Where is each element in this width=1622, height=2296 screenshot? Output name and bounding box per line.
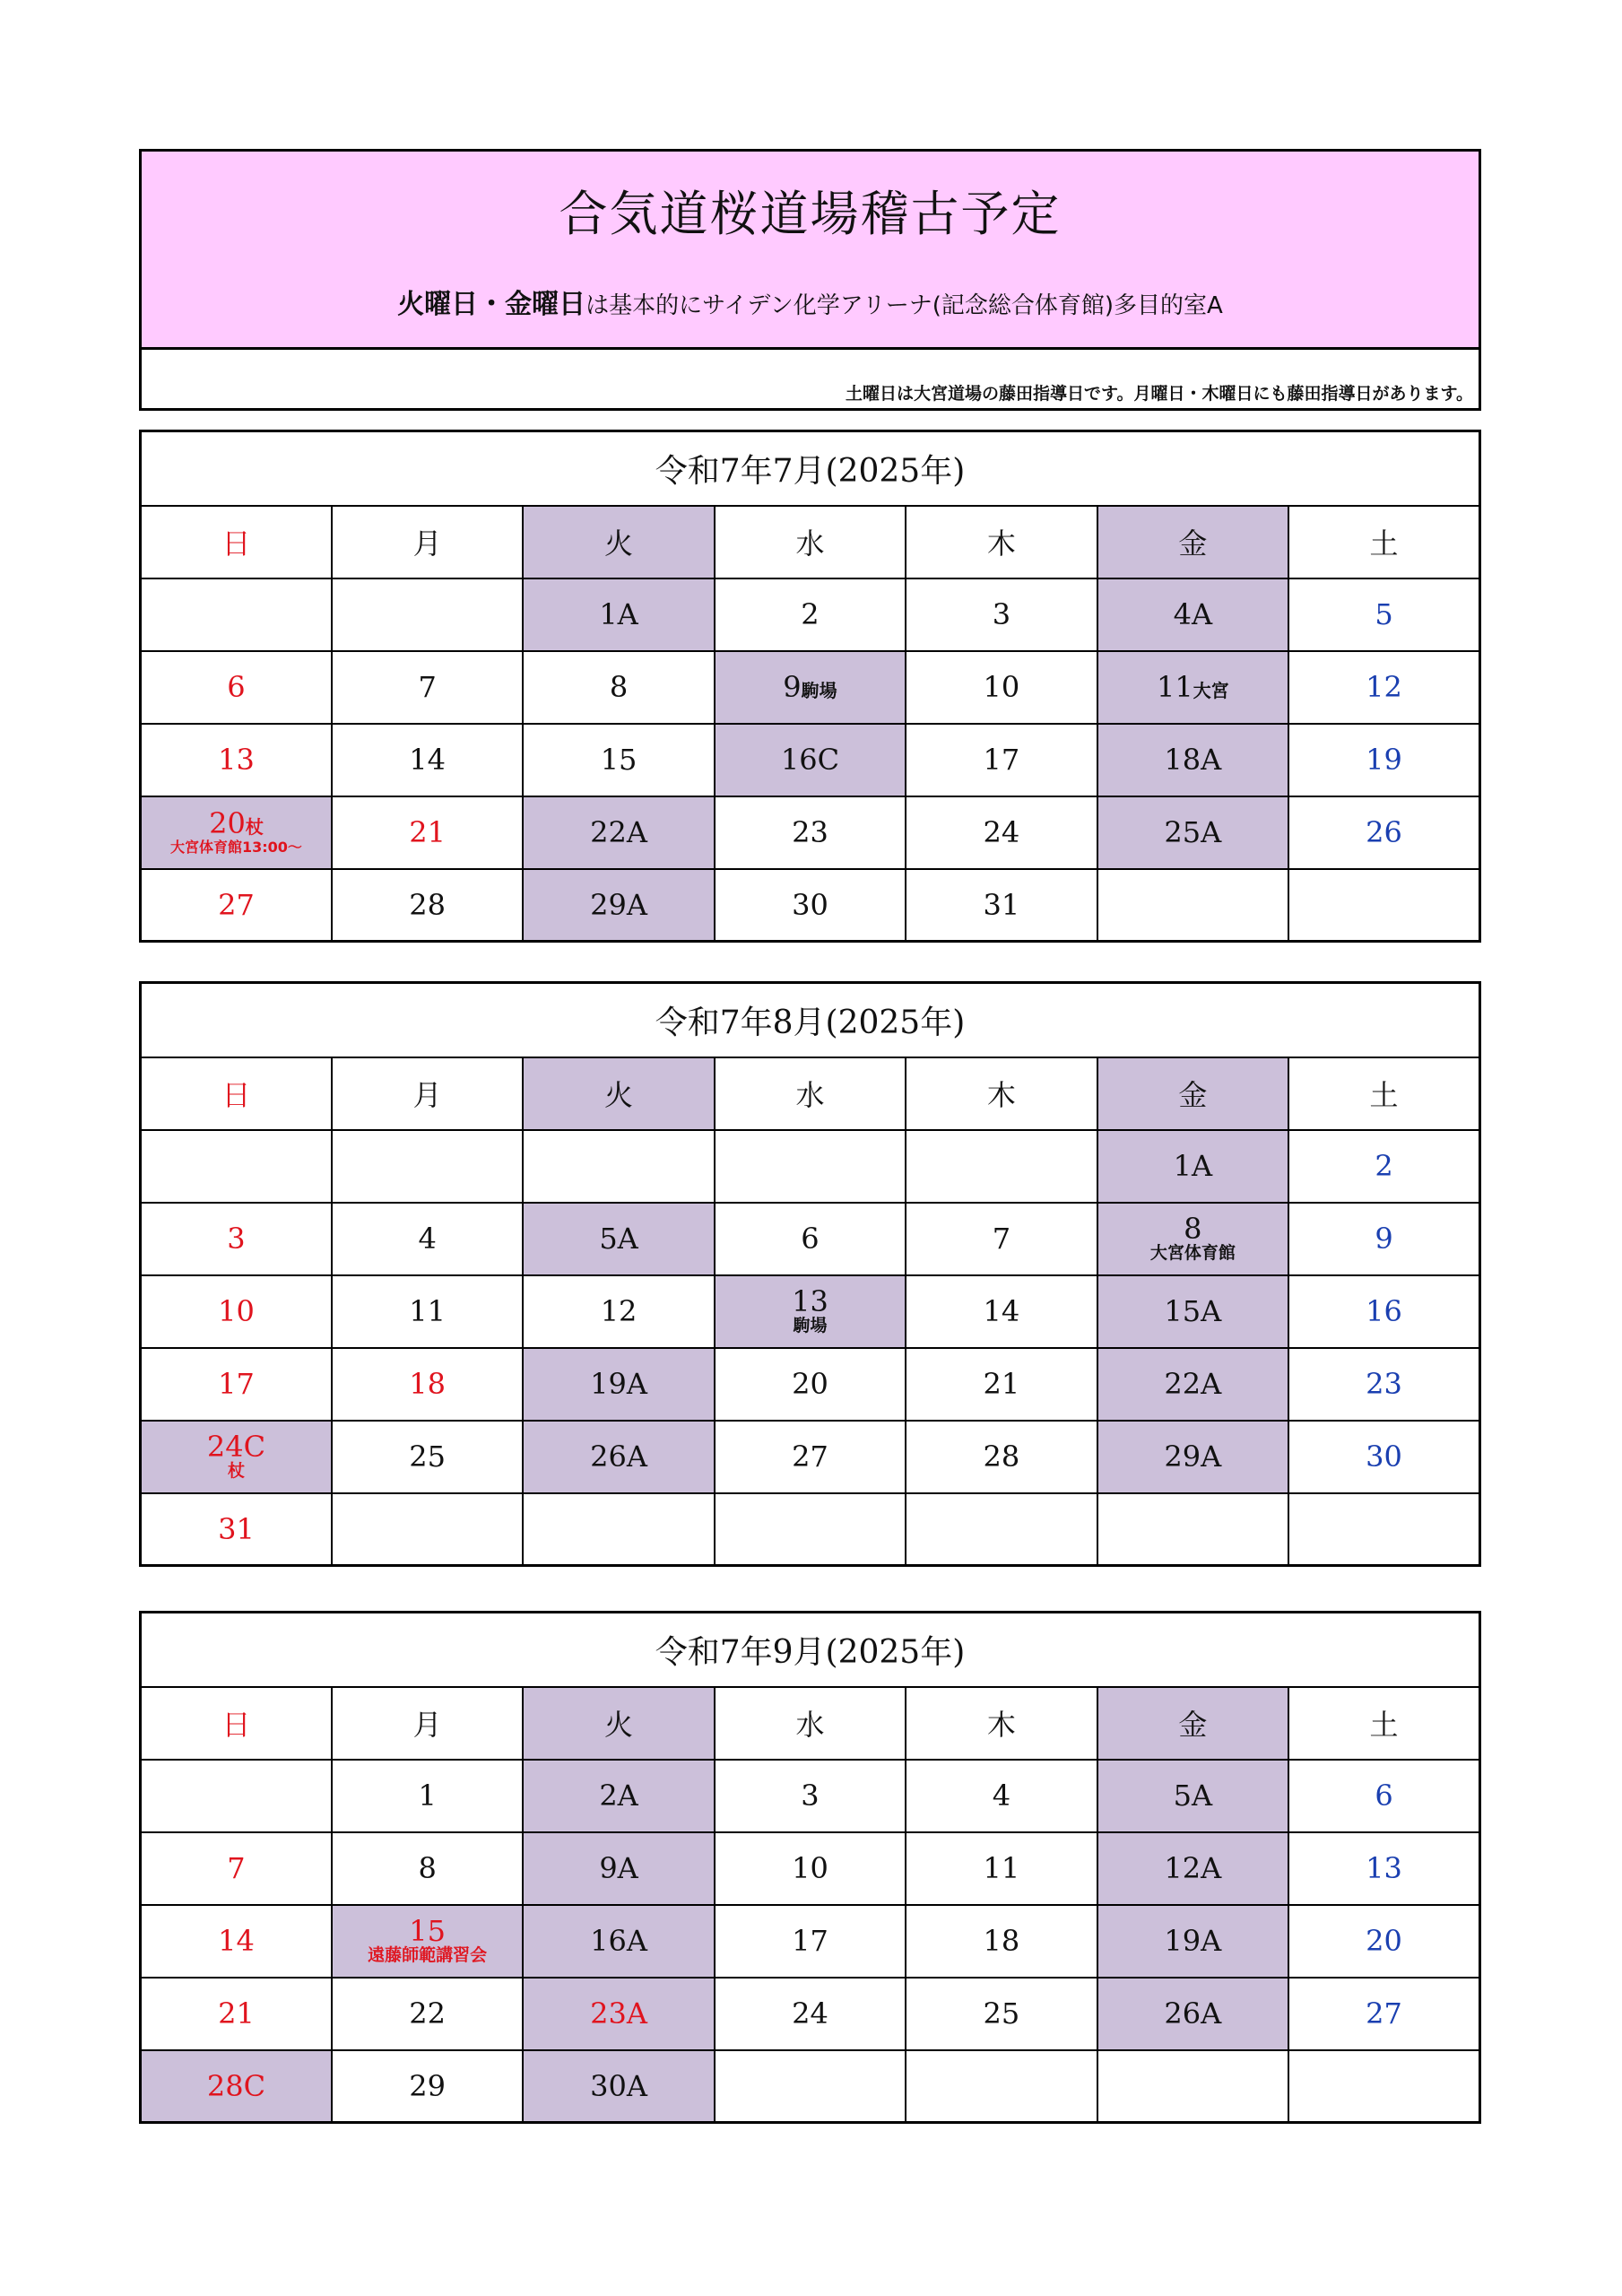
day-cell: 30A [523, 2050, 714, 2123]
week-row [141, 1978, 1480, 2050]
day-cell: 9 [1288, 1203, 1479, 1275]
day-cell: 31 [906, 869, 1097, 942]
day-cell [1097, 869, 1288, 942]
day-cell: 5A [523, 1203, 714, 1275]
day-cell: 3 [715, 1760, 906, 1832]
day-number: 20 [209, 806, 246, 841]
day-cell: 20 [715, 1348, 906, 1421]
day-cell [141, 578, 332, 651]
weekday-mon: 月 [332, 1687, 523, 1760]
day-cell [906, 1493, 1097, 1566]
day-cell: 7 [332, 651, 523, 724]
weekday-thu: 木 [906, 506, 1097, 578]
day-cell [141, 1760, 332, 1832]
day-cell: 29A [523, 869, 714, 942]
day-cell: 15 [523, 724, 714, 796]
day-cell: 17 [141, 1348, 332, 1421]
day-cell-omiya [1097, 651, 1288, 724]
page-title: 合気道桜道場稽古予定 [559, 186, 1062, 242]
day-cell: 6 [141, 651, 332, 724]
weekday-fri: 金 [1097, 1057, 1288, 1130]
weekday-row [141, 1687, 1480, 1760]
weekday-wed: 水 [715, 1687, 906, 1760]
day-cell: 3 [906, 578, 1097, 651]
day-note: 大宮 [1193, 680, 1229, 701]
day-cell: 28 [906, 1421, 1097, 1493]
day-cell: 30 [715, 869, 906, 942]
day-cell: 6 [1288, 1760, 1479, 1832]
weekday-tue: 火 [523, 1687, 714, 1760]
day-cell: 16A [523, 1905, 714, 1978]
weekday-row [141, 1057, 1480, 1130]
weekday-sat: 土 [1288, 1687, 1479, 1760]
day-subnote: 大宮体育館13:00～ [169, 839, 302, 856]
day-cell [1097, 2050, 1288, 2123]
day-cell [1288, 2050, 1479, 2123]
day-cell: 26 [1288, 796, 1479, 869]
day-cell: 13 [1288, 1832, 1479, 1905]
day-cell: 18A [1097, 724, 1288, 796]
week-row [141, 1421, 1480, 1493]
day-cell: 8 [332, 1832, 523, 1905]
day-cell-seminar [332, 1905, 523, 1978]
week-row [141, 578, 1480, 651]
day-cell [523, 1493, 714, 1566]
day-cell: 17 [715, 1905, 906, 1978]
day-note: 駒場 [801, 680, 837, 701]
day-cell: 7 [906, 1203, 1097, 1275]
day-cell: 29A [1097, 1421, 1288, 1493]
day-cell-jo [141, 796, 332, 869]
day-cell: 18 [332, 1348, 523, 1421]
day-cell: 31 [141, 1493, 332, 1566]
day-cell [906, 2050, 1097, 2123]
day-cell [715, 1130, 906, 1203]
day-cell: 19 [1288, 724, 1479, 796]
day-cell: 29 [332, 2050, 523, 2123]
week-row [141, 1760, 1480, 1832]
day-cell: 16 [1288, 1275, 1479, 1348]
week-row [141, 651, 1480, 724]
day-cell: 11 [332, 1275, 523, 1348]
weekday-thu: 木 [906, 1687, 1097, 1760]
day-number: 8 [1184, 1211, 1202, 1246]
day-cell: 24 [906, 796, 1097, 869]
day-number-with-note [142, 806, 331, 841]
day-cell [141, 1130, 332, 1203]
week-row [141, 869, 1480, 942]
day-note: 遠藤師範講習会 [368, 1945, 488, 1966]
day-number: 11 [1156, 670, 1193, 704]
week-row [141, 724, 1480, 796]
day-cell: 14 [332, 724, 523, 796]
weekday-wed: 水 [715, 506, 906, 578]
day-cell: 5 [1288, 578, 1479, 651]
subtitle-venue: は基本的にサイデン化学アリーナ(記念総合体育館)多目的室A [585, 291, 1223, 319]
day-cell: 1A [523, 578, 714, 651]
day-cell [523, 1130, 714, 1203]
weekday-mon: 月 [332, 506, 523, 578]
day-cell [715, 1493, 906, 1566]
weekday-row [141, 506, 1480, 578]
day-cell-omiya [1097, 1203, 1288, 1275]
week-row [141, 1348, 1480, 1421]
day-cell [906, 1130, 1097, 1203]
day-cell: 25A [1097, 796, 1288, 869]
day-cell [332, 578, 523, 651]
day-cell: 23 [715, 796, 906, 869]
day-cell: 1A [1097, 1130, 1288, 1203]
day-cell: 15A [1097, 1275, 1288, 1348]
day-cell: 13 [141, 724, 332, 796]
day-cell: 3 [141, 1203, 332, 1275]
day-cell: 24 [715, 1978, 906, 2050]
week-row [141, 796, 1480, 869]
day-cell: 12A [1097, 1832, 1288, 1905]
day-cell: 19A [523, 1348, 714, 1421]
day-cell: 6 [715, 1203, 906, 1275]
day-cell [1288, 1493, 1479, 1566]
day-cell: 14 [141, 1905, 332, 1978]
calendar-july [139, 430, 1481, 943]
weekday-mon: 月 [332, 1057, 523, 1130]
day-cell: 25 [906, 1978, 1097, 2050]
weekday-sat: 土 [1288, 1057, 1479, 1130]
week-row [141, 1832, 1480, 1905]
day-cell: 25 [332, 1421, 523, 1493]
month-title: 令和7年7月(2025年) [141, 431, 1480, 506]
week-row [141, 1130, 1480, 1203]
weekday-sun: 日 [141, 1687, 332, 1760]
day-note: 杖 [245, 816, 264, 839]
calendar-september [139, 1611, 1481, 2124]
day-cell: 28 [332, 869, 523, 942]
day-cell: 21 [332, 796, 523, 869]
day-number: 13 [792, 1283, 828, 1318]
day-cell: 19A [1097, 1905, 1288, 1978]
day-cell-jo [141, 1421, 332, 1493]
day-cell [1097, 1493, 1288, 1566]
day-cell: 10 [906, 651, 1097, 724]
day-cell [715, 2050, 906, 2123]
day-cell: 4 [906, 1760, 1097, 1832]
day-cell: 10 [141, 1275, 332, 1348]
week-row [141, 2050, 1480, 2123]
day-cell: 22A [523, 796, 714, 869]
weekday-tue: 火 [523, 506, 714, 578]
day-cell: 16C [715, 724, 906, 796]
day-cell: 22 [332, 1978, 523, 2050]
day-cell: 1 [332, 1760, 523, 1832]
day-cell-komaba [715, 1275, 906, 1348]
weekday-fri: 金 [1097, 506, 1288, 578]
instructor-note: 土曜日は大宮道場の藤田指導日です。月曜日・木曜日にも藤田指導日があります。 [846, 384, 1473, 404]
weekday-thu: 木 [906, 1057, 1097, 1130]
day-cell: 2 [715, 578, 906, 651]
weekday-tue: 火 [523, 1057, 714, 1130]
day-cell: 5A [1097, 1760, 1288, 1832]
weekday-sun: 日 [141, 1057, 332, 1130]
day-cell: 11 [906, 1832, 1097, 1905]
weekday-sun: 日 [141, 506, 332, 578]
calendar-august [139, 981, 1481, 1567]
day-cell: 18 [906, 1905, 1097, 1978]
venue-subtitle [142, 282, 1479, 321]
week-row [141, 1905, 1480, 1978]
day-cell: 26A [1097, 1978, 1288, 2050]
day-note: 大宮体育館 [1149, 1243, 1236, 1264]
day-cell: 9A [523, 1832, 714, 1905]
day-cell [1288, 869, 1479, 942]
week-row [141, 1493, 1480, 1566]
note-box [139, 350, 1481, 411]
day-cell: 14 [906, 1275, 1097, 1348]
month-title: 令和7年9月(2025年) [141, 1613, 1480, 1687]
day-cell: 30 [1288, 1421, 1479, 1493]
day-cell: 21 [141, 1978, 332, 2050]
day-cell: 2A [523, 1760, 714, 1832]
day-cell: 4 [332, 1203, 523, 1275]
day-note: 杖 [227, 1461, 245, 1482]
day-cell: 20 [1288, 1905, 1479, 1978]
day-cell [332, 1130, 523, 1203]
day-number: 15 [409, 1913, 446, 1948]
day-cell: 12 [1288, 651, 1479, 724]
month-title: 令和7年8月(2025年) [141, 983, 1480, 1057]
weekday-wed: 水 [715, 1057, 906, 1130]
schedule-header [139, 149, 1481, 350]
day-cell: 26A [523, 1421, 714, 1493]
day-cell: 17 [906, 724, 1097, 796]
day-cell: 21 [906, 1348, 1097, 1421]
day-cell: 8 [523, 651, 714, 724]
day-cell: 27 [1288, 1978, 1479, 2050]
day-cell: 28C [141, 2050, 332, 2123]
week-row [141, 1275, 1480, 1348]
weekday-sat: 土 [1288, 506, 1479, 578]
day-note: 駒場 [793, 1316, 828, 1336]
day-cell: 4A [1097, 578, 1288, 651]
day-cell: 27 [141, 869, 332, 942]
day-number: 24C [206, 1429, 266, 1464]
day-cell-komaba [715, 651, 906, 724]
day-cell: 10 [715, 1832, 906, 1905]
day-cell: 23 [1288, 1348, 1479, 1421]
day-cell: 27 [715, 1421, 906, 1493]
day-cell: 23A [523, 1978, 714, 2050]
subtitle-days: 火曜日・金曜日 [397, 288, 586, 320]
day-cell [332, 1493, 523, 1566]
day-cell: 12 [523, 1275, 714, 1348]
day-cell: 2 [1288, 1130, 1479, 1203]
day-cell: 22A [1097, 1348, 1288, 1421]
day-cell: 7 [141, 1832, 332, 1905]
week-row [141, 1203, 1480, 1275]
weekday-fri: 金 [1097, 1687, 1288, 1760]
day-number: 9 [783, 670, 802, 704]
